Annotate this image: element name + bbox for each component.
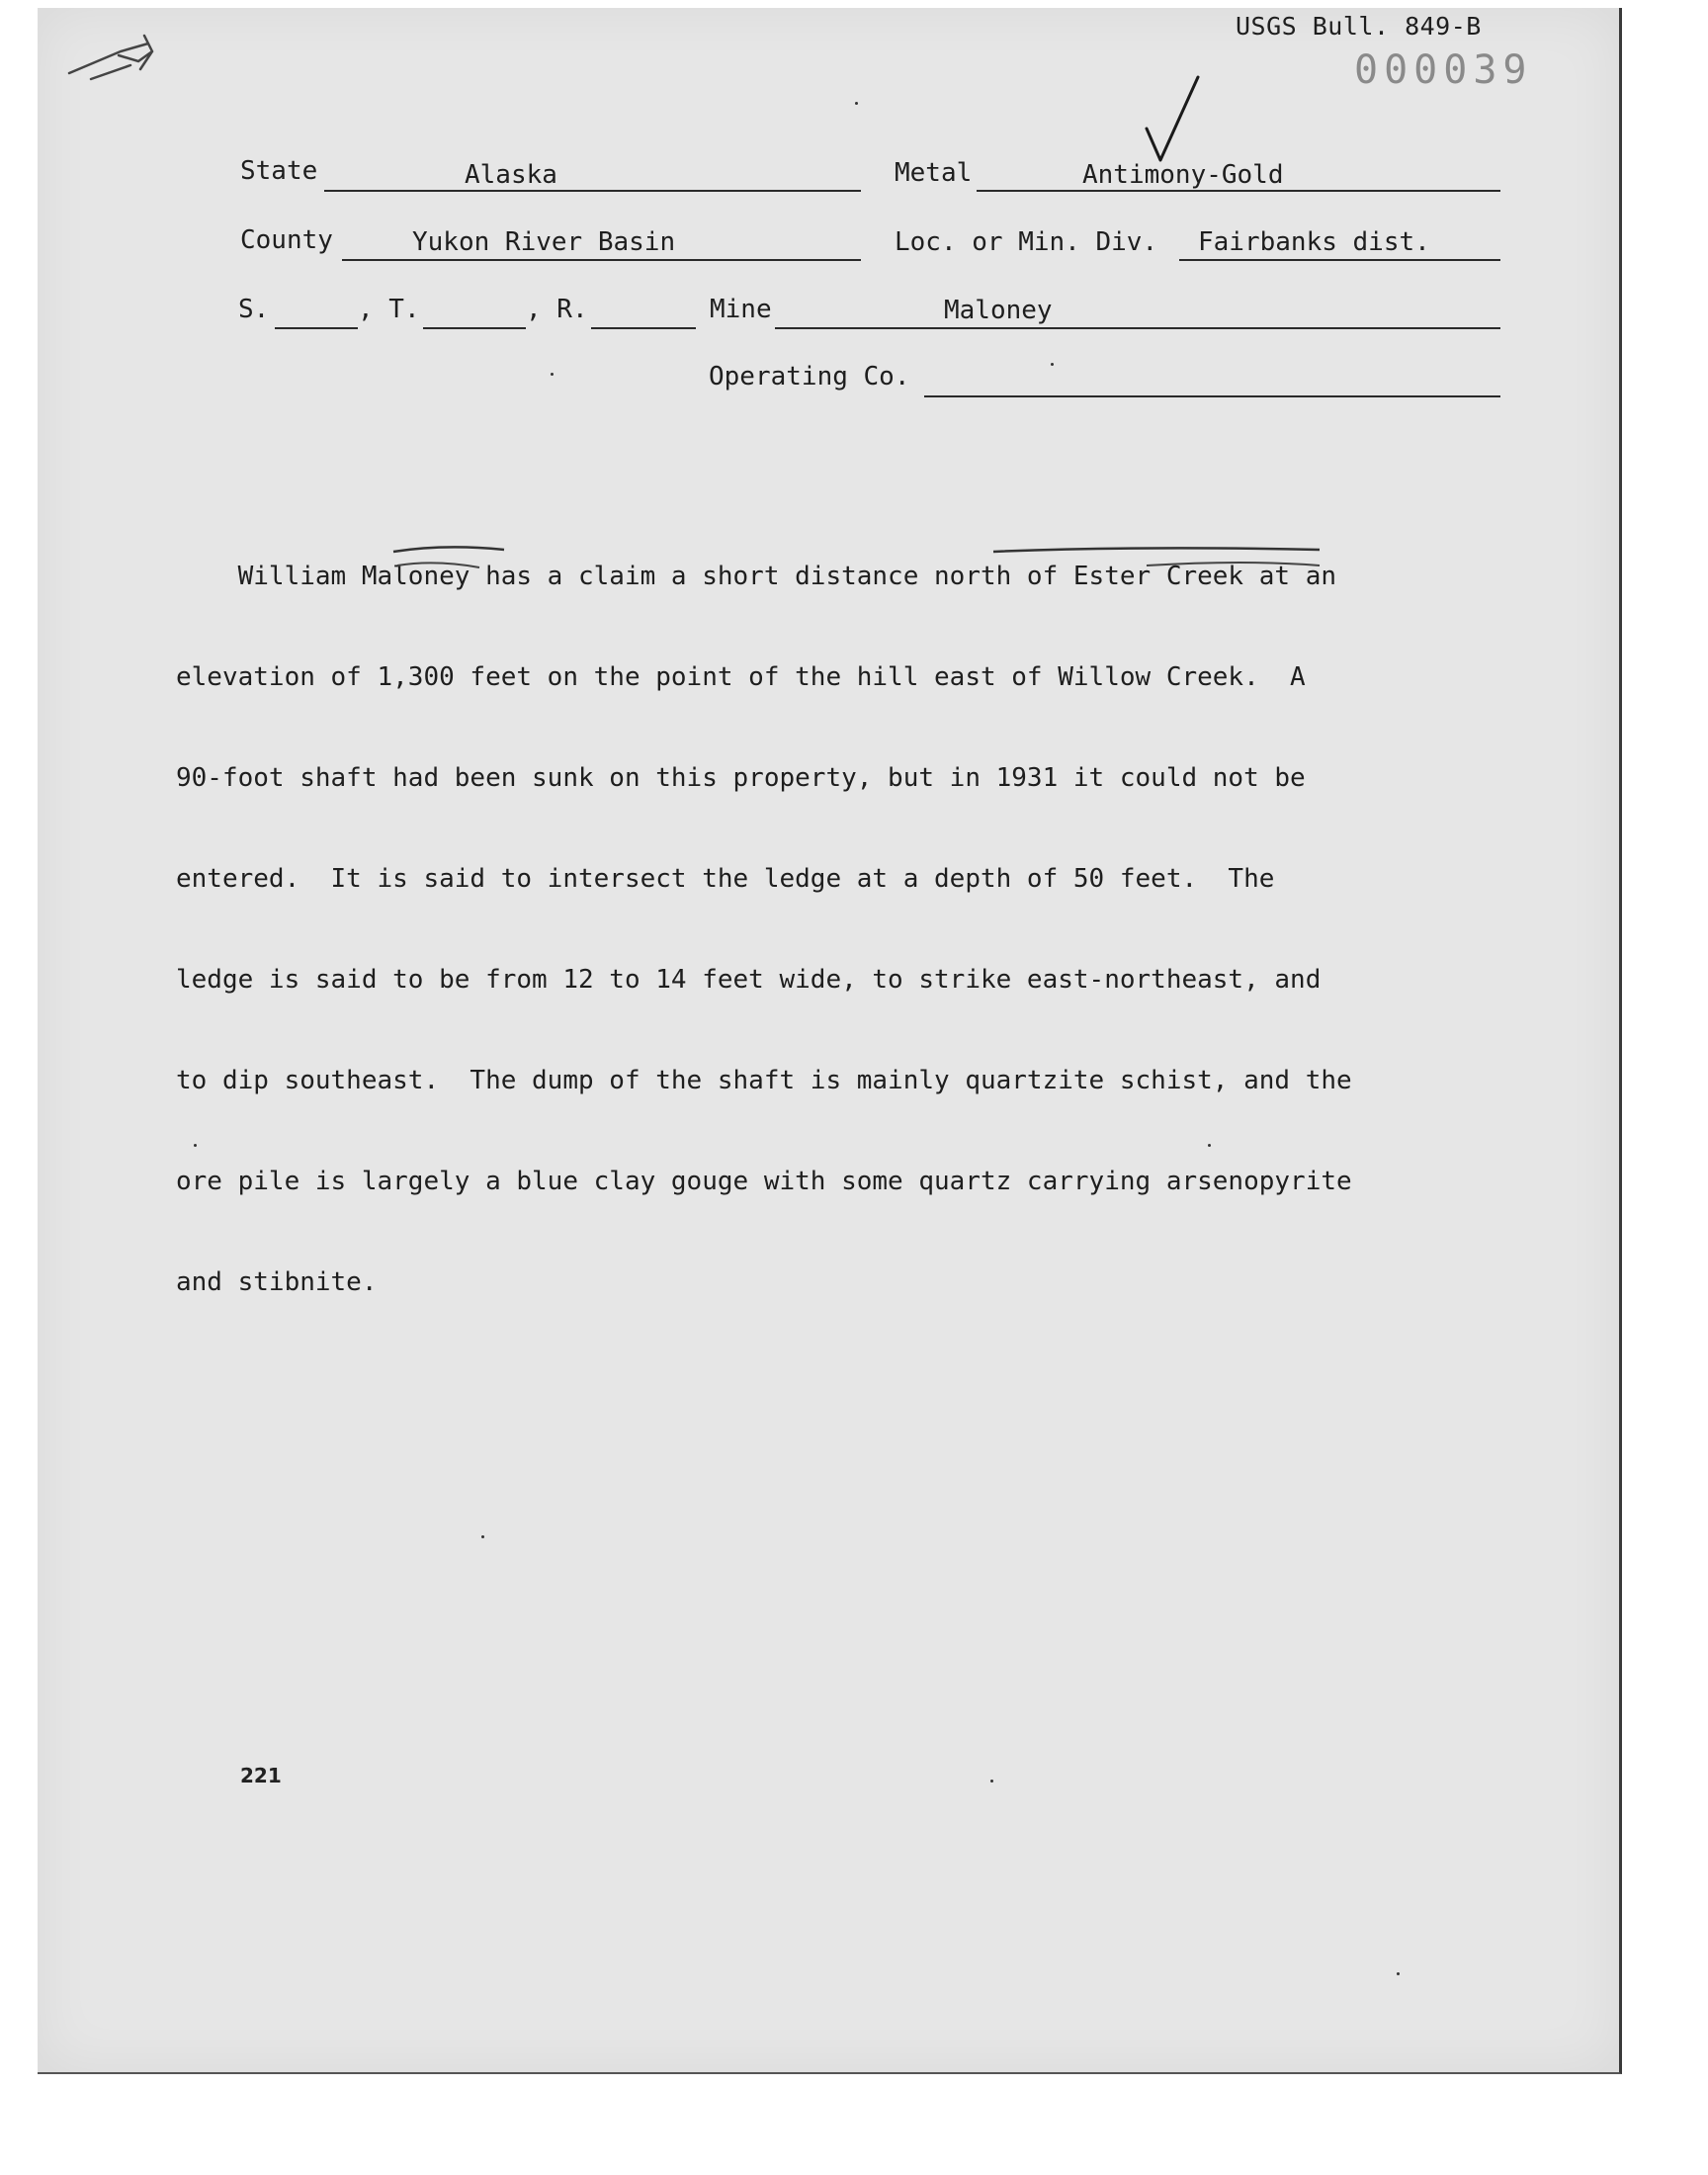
range-underline (591, 327, 696, 329)
county-label: County (240, 225, 333, 255)
mine-value: Maloney (944, 296, 1053, 325)
paragraph-line: William Maloney has a claim a short distance north of Ester Creek at an (176, 562, 1336, 591)
scan-speck (481, 1535, 484, 1538)
paragraph-line: ore pile is largely a blue clay gouge with some quartz carrying arsenopyrite (176, 1167, 1352, 1196)
section-label: S. (238, 295, 270, 324)
scan-speck (855, 102, 858, 105)
metal-value: Antimony-Gold (1082, 160, 1284, 190)
state-label: State (240, 156, 318, 186)
scan-speck (551, 373, 554, 376)
township-label: , T. (358, 295, 420, 324)
loc-value: Fairbanks dist. (1198, 227, 1430, 257)
pencil-scribble-icon (61, 22, 160, 101)
state-underline (324, 190, 861, 192)
mine-underline (775, 327, 1500, 329)
bulletin-reference: USGS Bull. 849-B (1236, 12, 1482, 41)
paragraph-line: elevation of 1,300 feet on the point of the hill east of Willow Creek. A (176, 662, 1306, 692)
loc-underline (1179, 259, 1500, 261)
page-number: 221 (240, 1764, 282, 1787)
checkmark-icon (1137, 71, 1206, 170)
paragraph-line: 90-foot shaft had been sunk on this property, but in 1931 it could not be (176, 763, 1306, 793)
range-label: , R. (526, 295, 588, 324)
scan-speck (1208, 1144, 1211, 1147)
operating-co-underline (924, 395, 1500, 397)
township-underline (423, 327, 526, 329)
metal-label: Metal (895, 158, 973, 188)
paragraph-line: entered. It is said to intersect the ledge at a depth of 50 feet. The (176, 864, 1275, 894)
scan-speck (194, 1144, 197, 1147)
mine-label: Mine (710, 295, 772, 324)
state-value: Alaska (465, 160, 557, 190)
paragraph-line: to dip southeast. The dump of the shaft is mainly quartzite schist, and the (176, 1066, 1352, 1095)
scan-speck (1397, 1972, 1400, 1975)
paragraph-line: and stibnite. (176, 1267, 378, 1297)
description-paragraph (176, 492, 1471, 1333)
stamp-number: 000039 (1354, 47, 1533, 93)
operating-co-label: Operating Co. (709, 362, 910, 392)
section-underline (275, 327, 358, 329)
metal-underline (977, 190, 1500, 192)
paragraph-line: ledge is said to be from 12 to 14 feet wide, to strike east-northeast, and (176, 965, 1322, 995)
scan-margin (0, 2096, 1708, 2175)
loc-label: Loc. or Min. Div. (895, 227, 1158, 257)
scan-speck (1051, 363, 1054, 366)
county-value: Yukon River Basin (412, 227, 676, 257)
scan-speck (990, 1780, 993, 1783)
county-underline (342, 259, 861, 261)
